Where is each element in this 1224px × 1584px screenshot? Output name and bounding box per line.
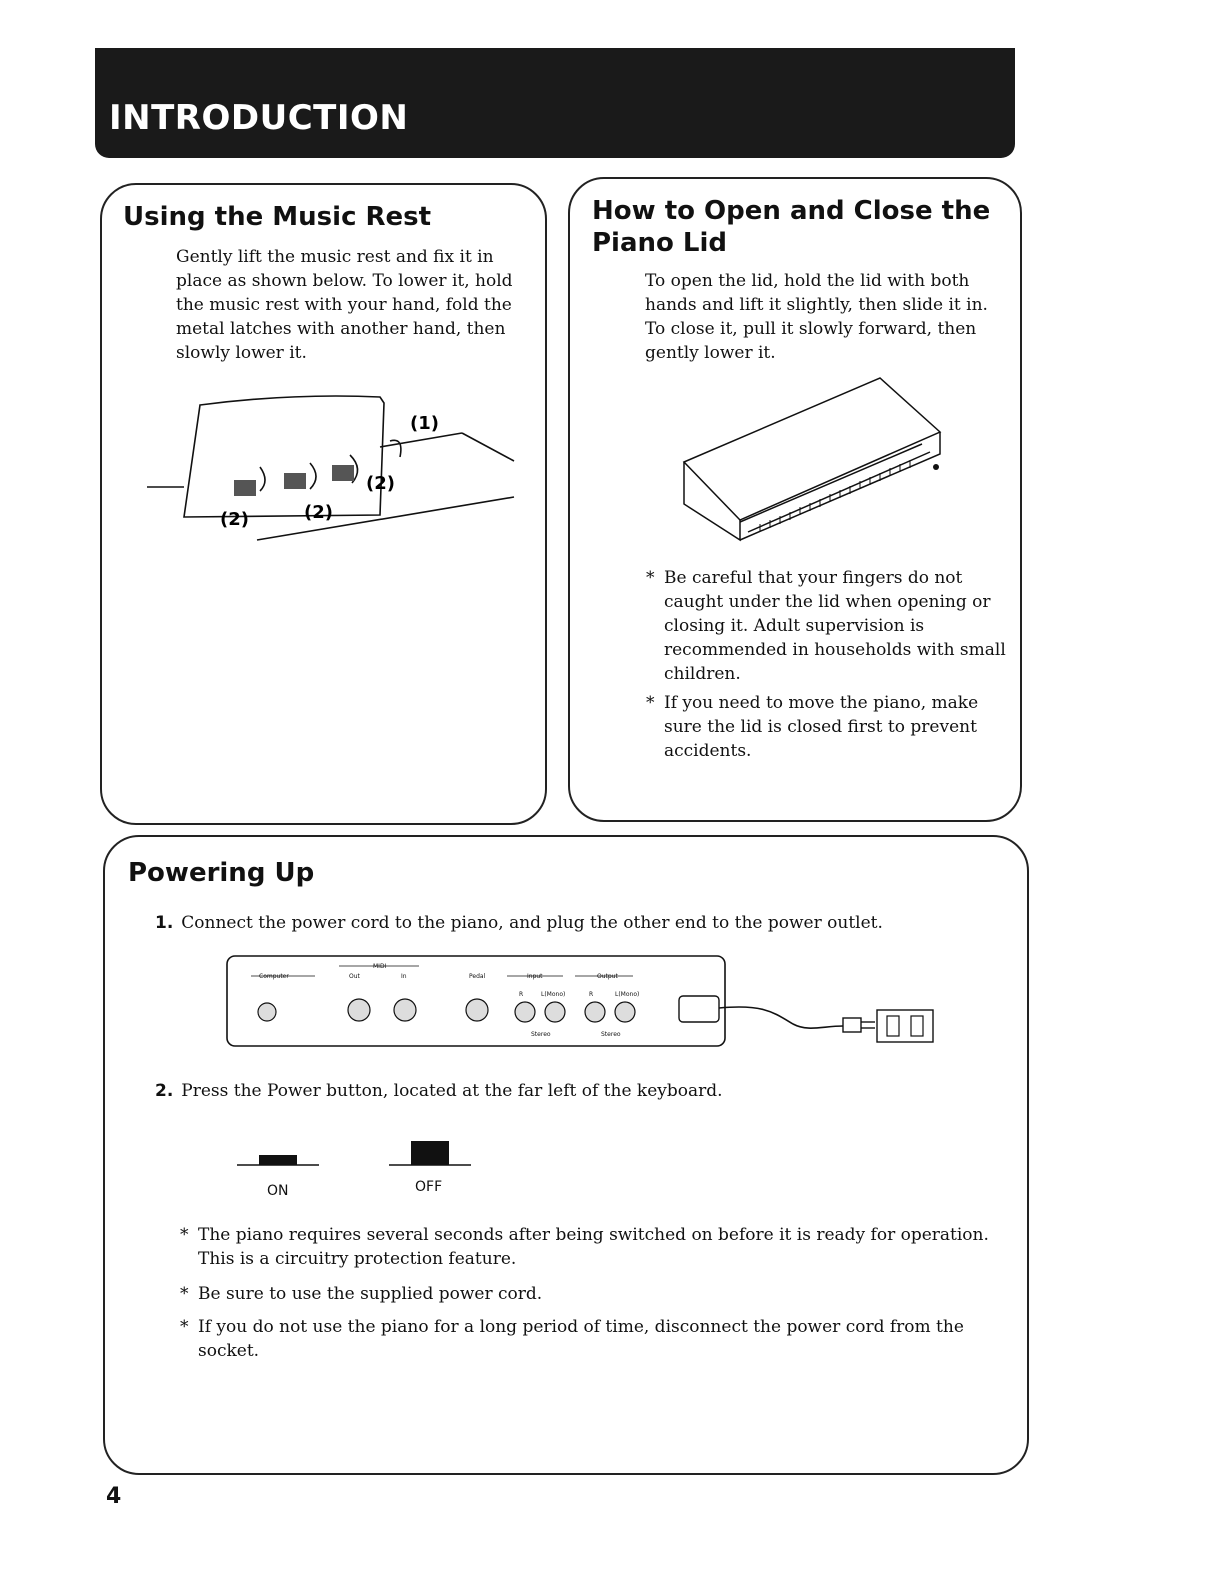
switch-off-label: OFF xyxy=(415,1179,443,1195)
page-number: 4 xyxy=(106,1484,122,1509)
switch-on-label: ON xyxy=(267,1183,289,1199)
section-title: INTRODUCTION xyxy=(109,98,409,138)
computer-label: Computer xyxy=(259,973,289,980)
lift-arrow-icon xyxy=(390,440,401,457)
piano-lid-text: To open the lid, hold the lid with both hands and lift it slightly, then slide it in. To close it, pull it slowly forward, then gently lower it. xyxy=(645,271,988,363)
step-2: 2. Press the Power button, located at the far left of the keyboard. xyxy=(155,1081,723,1101)
input-label: Input xyxy=(527,973,543,980)
input-l-port xyxy=(545,1002,565,1022)
metal-latch-2 xyxy=(284,473,306,489)
metal-latch-1 xyxy=(234,480,256,496)
midi-in-label: In xyxy=(401,973,407,980)
svg-text:R: R xyxy=(519,991,524,998)
music-rest-panel xyxy=(100,183,547,825)
svg-text:L(Mono): L(Mono) xyxy=(615,991,640,998)
rear-panel-diagram xyxy=(223,952,943,1052)
svg-text:Stereo: Stereo xyxy=(601,1031,621,1038)
piano-lid xyxy=(684,378,940,520)
output-r-port xyxy=(585,1002,605,1022)
computer-port xyxy=(258,1003,276,1021)
switch-on-icon xyxy=(259,1155,297,1165)
powering-up-panel xyxy=(103,835,1029,1475)
output-label: Output xyxy=(597,973,618,980)
svg-text:R: R xyxy=(589,991,594,998)
music-rest-heading: Using the Music Rest xyxy=(123,202,432,232)
midi-label: MIDI xyxy=(373,963,387,970)
music-rest-illustration xyxy=(142,385,522,575)
power-outlet-icon xyxy=(877,1010,933,1042)
section-header-bar xyxy=(95,48,1015,158)
step-1: 1. Connect the power cord to the piano, and plug the other end to the power outlet. xyxy=(155,913,883,933)
lid-note-2: * If you need to move the piano, make sure the lid is closed first to prevent accidents. xyxy=(646,693,979,761)
power-note-2: * Be sure to use the supplied power cord. xyxy=(180,1284,543,1304)
music-rest-text: Gently lift the music rest and fix it in place as shown below. To lower it, hold the music rest with your hand, fold the metal latches with another hand, then slowly lower it. xyxy=(176,247,513,363)
midi-in-port xyxy=(394,999,416,1021)
power-switch-diagram xyxy=(235,1137,485,1177)
callout-2b: (2) xyxy=(220,509,249,530)
svg-text:Stereo: Stereo xyxy=(531,1031,551,1038)
callout-2a: (2) xyxy=(366,473,395,494)
callout-2c: (2) xyxy=(304,502,333,523)
callout-1: (1) xyxy=(410,413,439,434)
pedal-port xyxy=(466,999,488,1021)
power-note-3: * If you do not use the piano for a long period of time, disconnect the power cord from the socket. xyxy=(180,1317,964,1361)
midi-out-label: Out xyxy=(349,973,360,980)
piano-lid-panel xyxy=(568,177,1022,822)
metal-latch-3 xyxy=(332,465,354,481)
svg-text:L(Mono): L(Mono) xyxy=(541,991,566,998)
lid-note-1: * Be careful that your fingers do not caught under the lid when opening or closing it. Adult supervision is recommended in households with small children. xyxy=(646,568,1006,684)
power-cord xyxy=(719,1007,843,1028)
midi-out-port xyxy=(348,999,370,1021)
plug-icon xyxy=(843,1018,861,1032)
power-inlet xyxy=(679,996,719,1022)
music-rest-board xyxy=(184,396,384,517)
output-l-port xyxy=(615,1002,635,1022)
switch-off-icon xyxy=(411,1141,449,1165)
pedal-label: Pedal xyxy=(469,973,486,980)
input-r-port xyxy=(515,1002,535,1022)
powering-up-heading: Powering Up xyxy=(128,858,315,888)
power-note-1: * The piano requires several seconds after being switched on before it is ready for operation. This is a circuitry protection feature. xyxy=(180,1225,989,1269)
piano-lid-illustration xyxy=(670,372,960,542)
piano-lid-heading: How to Open and Close the Piano Lid xyxy=(592,196,991,258)
